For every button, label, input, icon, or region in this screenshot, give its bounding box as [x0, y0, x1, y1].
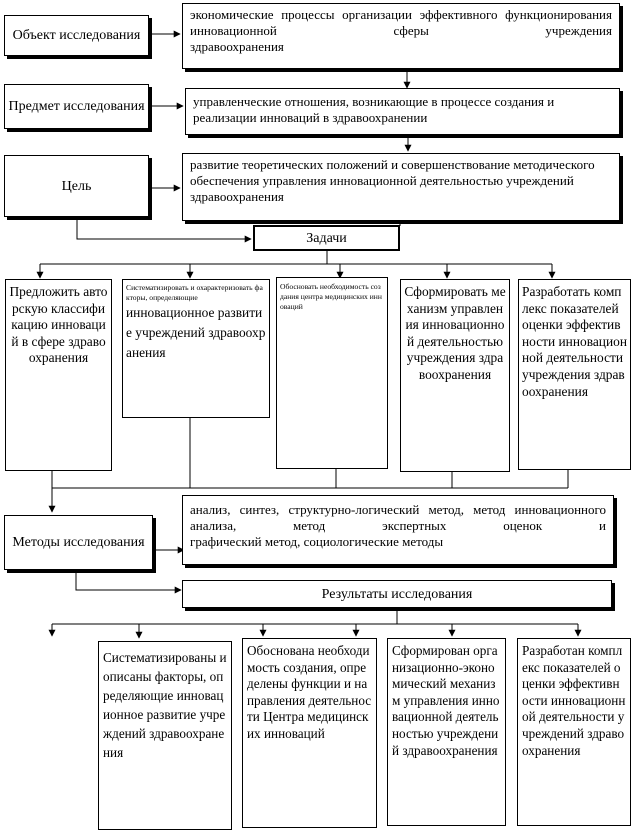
arrow-goal-to-tasks: [77, 218, 251, 239]
results-title-box: [182, 580, 612, 608]
arrow-methods-to-results: [76, 571, 181, 590]
result-text-3: Сформирован организационно-экономический механизм управления инновационной деятельностью учреждений здравоохранения: [392, 643, 500, 758]
methods-text: анализ, синтез, структурно-логический метод, метод инновационного анализа, метод экспертных оценок и: [190, 502, 606, 533]
tasks-title-box: [253, 225, 400, 251]
task-small-3: Обосновать необходимость создания центра медицинских инноваций: [280, 282, 382, 311]
methods-text-end: графический метод, социологические методы: [190, 534, 444, 549]
result-box-1: [98, 641, 232, 830]
goal-label: Цель: [61, 178, 92, 194]
task-box-5: [518, 279, 631, 470]
tasks-title: Задачи: [306, 230, 347, 246]
goal-text-box: [182, 153, 620, 221]
subject-label-box: [4, 84, 149, 129]
methods-label: Методы исследования: [12, 535, 145, 550]
task-box-4: [400, 279, 510, 472]
subject-text: управленческие отношения, возникающие в процессе создания и реализации инноваций в здравоохранении: [193, 94, 555, 125]
task-small-2: Систематизировать и охарактеризовать факторы, определяющие: [126, 283, 263, 302]
result-text-1: Систематизированы и описаны факторы, определяющие инновационное развитие учреждений здравоохранения: [103, 650, 227, 760]
object-label: Объект исследования: [12, 28, 141, 43]
subject-text-box: [185, 88, 620, 135]
object-text: экономические процессы организации эффективного функционирования инновационной сферы учреждения: [190, 7, 612, 38]
result-box-4: [517, 638, 631, 826]
results-title: Результаты исследования: [321, 586, 473, 602]
methods-label-box: [4, 515, 153, 570]
result-box-2: [242, 638, 377, 828]
task-box-1: [5, 279, 112, 471]
goal-text: развитие теоретических положений и совершенствование методического обеспечения управления инновационной деятельностью учреждений здравоохранения: [190, 157, 595, 204]
result-text-4: Разработан комплекс показателей оценки эффективности инновационной деятельности учреждений здравоохранения: [522, 643, 626, 758]
subject-label: Предмет исследования: [8, 99, 145, 114]
object-text-end: здравоохранения: [190, 39, 284, 54]
task-text-5: Разработать комплекс показателей оценки эффективности инновационной деятельности учреждения здравоохранения: [522, 284, 627, 399]
goal-label-box: [4, 155, 149, 217]
task-box-2: [122, 279, 270, 418]
object-text-box: [182, 3, 620, 69]
methods-text-box: [182, 495, 614, 565]
result-text-2: Обоснована необходимость создания, определены функции и направления деятельности Центра медицинских инноваций: [247, 643, 372, 741]
task-text-1: Предложить авторскую классификацию инноваций в сфере здравоохранения: [9, 284, 108, 366]
task-text-2: инновационное развитие учреждений здравоохранения: [126, 305, 266, 360]
result-box-3: [387, 638, 506, 826]
object-label-box: [4, 15, 149, 56]
task-box-3: [276, 277, 388, 469]
task-text-4: Сформировать механизм управления инновационной деятельностью учреждения здравоохранения: [404, 284, 506, 382]
